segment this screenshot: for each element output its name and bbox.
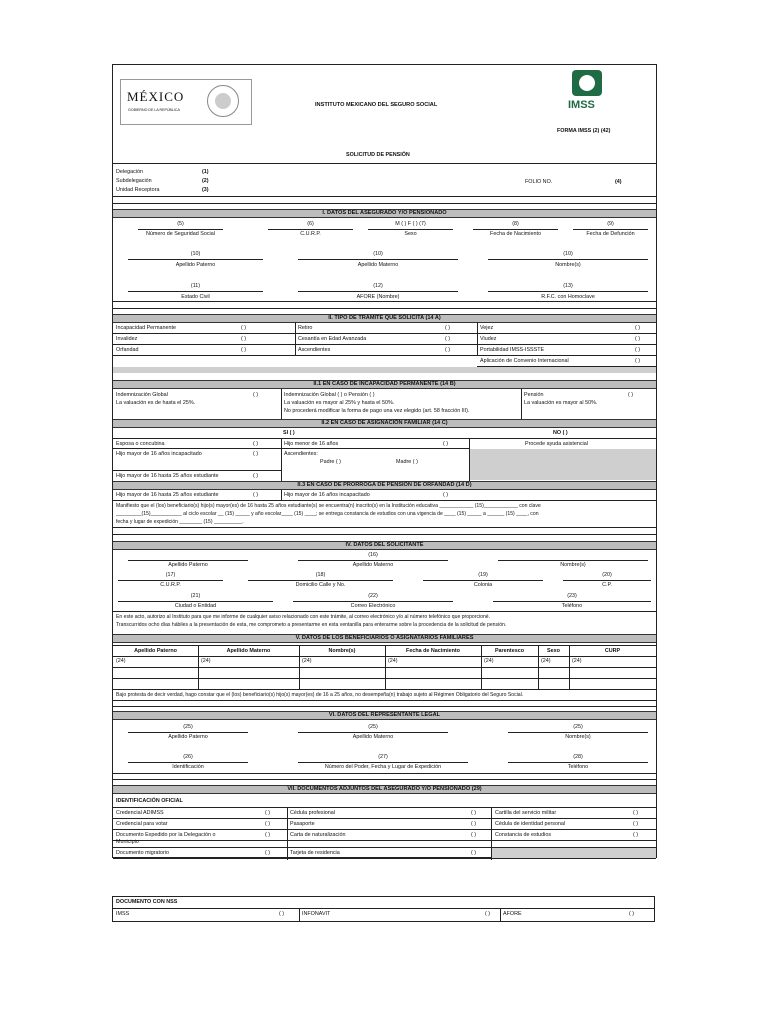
document-option: Credencial para votar — [116, 821, 168, 827]
checkbox[interactable]: ( ) — [253, 451, 259, 457]
field-num: (1) — [202, 169, 209, 175]
shaded-row — [113, 367, 656, 373]
field-line — [423, 580, 543, 581]
field-line — [368, 229, 453, 230]
tramite-option: Ascendientes — [298, 347, 331, 353]
shaded-cell — [470, 449, 656, 480]
field-line — [473, 229, 558, 230]
field-label: Teléfono — [561, 603, 583, 609]
field-number: (16) — [368, 552, 378, 558]
column-header: Nombre(s) — [328, 648, 356, 654]
checkbox[interactable]: ( ) — [265, 832, 271, 838]
option-label[interactable]: Indemnización Global ( ) o Pensión ( ) — [284, 392, 375, 398]
checkbox[interactable]: ( ) — [445, 325, 451, 331]
field-number: (24) — [302, 658, 312, 664]
tramite-option: Vejez — [480, 325, 494, 331]
section-2-title: II. TIPO DE TRÁMITE QUE SOLICITA (14 A) — [113, 314, 656, 323]
field-num: (2) — [202, 178, 209, 184]
section-4-title: IV. DATOS DEL SOLICITANTE — [113, 541, 656, 550]
si-option[interactable]: SI ( ) — [283, 430, 295, 436]
field-line — [248, 580, 393, 581]
field-line — [113, 779, 656, 780]
field-line — [508, 762, 648, 763]
nss-infonavit: INFONAVIT — [302, 911, 331, 917]
field-number: (25) — [573, 724, 583, 730]
field-label: Estado Civil — [181, 294, 210, 300]
notice-text: En este acto, autorizo al Instituto para que me informe de cualquier aviso relacionado con este trámite, al correo electrónico y/o al número telefónico que proporcioné. — [116, 614, 491, 620]
field-number: (18) — [315, 572, 326, 578]
field-number: (8) — [512, 221, 519, 227]
section-2-2-title: II.2 EN CASO DE ASIGNACIÓN FAMILIAR (14 C) — [113, 419, 656, 428]
field-number: (19) — [478, 572, 488, 578]
field-label: Apellido Paterno — [168, 734, 208, 740]
field-number: (20) — [602, 572, 612, 578]
field-line — [498, 560, 648, 561]
field-line — [298, 732, 448, 733]
option-label: Pensión — [524, 392, 544, 398]
section-7-subtitle: IDENTIFICACIÓN OFICIAL — [116, 798, 183, 804]
field-line — [113, 344, 656, 345]
field-number: (5) — [177, 221, 184, 227]
field-line — [298, 259, 458, 260]
field-line — [113, 858, 656, 859]
checkbox[interactable]: ( ) — [445, 347, 451, 353]
field-number: (23) — [567, 593, 577, 599]
checkbox[interactable]: ( ) — [633, 810, 639, 816]
column-header: Parentesco — [494, 648, 525, 654]
section-7-title: VII. DOCUMENTOS ADJUNTOS DEL ASEGURADO Y/O PENSIONADO (29) — [113, 785, 656, 794]
checkbox[interactable]: ( ) — [471, 850, 477, 856]
document-option: Municipio — [116, 839, 139, 845]
checkbox[interactable]: ( ) — [635, 336, 641, 342]
field-number: (12) — [373, 283, 383, 289]
field-number: M ( ) F ( ) (7) — [395, 221, 426, 227]
divider — [295, 322, 296, 355]
field-line — [118, 601, 273, 602]
field-line — [298, 560, 448, 561]
field-num: (4) — [615, 179, 622, 185]
nss-title: DOCUMENTO CON NSS — [116, 899, 178, 905]
section-6-title: VI. DATOS DEL REPRESENTANTE LEGAL — [113, 711, 656, 720]
field-line — [113, 678, 656, 679]
field-number: (17) — [165, 572, 176, 578]
government-subtitle: GOBIERNO DE LA REPÚBLICA — [128, 108, 180, 112]
form-id: FORMA IMSS (2) (42) — [557, 128, 611, 134]
field-line — [128, 291, 263, 292]
tramite-option: Invalidez — [116, 336, 138, 342]
country-name: MÉXICO — [127, 89, 185, 104]
field-number: (26) — [183, 754, 193, 760]
field-label: C.P. — [602, 582, 612, 588]
subdelegacion-label: Subdelegación — [116, 178, 152, 184]
document-option: Cédula de identidad personal — [495, 821, 566, 827]
seal-icon — [207, 85, 239, 117]
checkbox[interactable]: ( ) — [253, 441, 259, 447]
institute-name: INSTITUTO MEXICANO DEL SEGURO SOCIAL — [315, 102, 438, 108]
notice-text: Transcurridos ocho días hábiles a la presentación de esta, me comprometo a presentarme en esta ventanilla para enterarme sobre la procedencia de la solicitud de pensión. — [116, 622, 507, 628]
checkbox[interactable]: ( ) — [471, 821, 477, 827]
field-number: (10) — [373, 251, 383, 257]
field-number: (25) — [368, 724, 378, 730]
checkbox[interactable]: ( ) — [265, 821, 271, 827]
statement-text: fecha y lugar de expedición ________ (15) __________. — [116, 519, 244, 525]
field-line — [128, 560, 248, 561]
checkbox[interactable]: ( ) — [485, 911, 491, 917]
checkbox[interactable]: ( ) — [279, 911, 285, 917]
option-label: Esposa o concubina — [116, 441, 165, 447]
field-line — [493, 601, 651, 602]
field-number: (10) — [563, 251, 573, 257]
checkbox[interactable]: ( ) — [241, 336, 247, 342]
section-5-title: V. DATOS DE LOS BENEFICIARIOS O ASIGNATARIOS FAMILIARES — [113, 634, 656, 643]
nss-afore: AFORE — [503, 911, 522, 917]
field-line — [293, 601, 453, 602]
checkbox[interactable]: ( ) — [253, 492, 259, 498]
field-number: (24) — [484, 658, 494, 664]
option-label: Hijo mayor de 16 hasta 25 años estudiante — [116, 473, 219, 479]
field-line — [128, 259, 263, 260]
checkbox[interactable]: ( ) — [635, 347, 641, 353]
document-option: Cartilla del servicio militar — [495, 810, 557, 816]
field-label: Teléfono — [567, 764, 589, 770]
tramite-option: Viudez — [480, 336, 497, 342]
field-number: (24) — [201, 658, 211, 664]
divider — [287, 807, 288, 860]
field-line — [488, 291, 648, 292]
field-line — [113, 818, 656, 819]
checkbox[interactable]: ( ) — [629, 911, 635, 917]
delegacion-label: Delegación — [116, 169, 143, 175]
field-line — [113, 700, 656, 701]
statement-text: _________(15)___________ al ciclo escolar __ (15) _____ y año escolar____ (15) ____; se entrega constancia de estudios con una vigencia de ____ (15) _____ a ______ (15) ____, con — [116, 511, 539, 517]
field-number: (13) — [563, 283, 573, 289]
option-label: Hijo menor de 16 años — [284, 441, 339, 447]
column-header: CURP — [604, 648, 621, 654]
pension-form — [112, 64, 657, 858]
unidad-label: Unidad Receptora — [116, 187, 160, 193]
document-option: Cédula profesional — [290, 810, 335, 816]
field-label: Domicilio Calle y No. — [295, 582, 346, 588]
document-option: Carta de naturalización — [290, 832, 346, 838]
field-label: Apellido Materno — [352, 734, 394, 740]
option-label: Hijo mayor de 16 años incapacitado — [116, 451, 202, 457]
field-line — [113, 611, 656, 612]
field-line — [128, 732, 248, 733]
field-number: (24) — [572, 658, 582, 664]
field-label: Apellido Materno — [352, 562, 394, 568]
tramite-option: Cesantía en Edad Avanzada — [298, 336, 367, 342]
nss-imss: IMSS — [116, 911, 130, 917]
field-label: Colonia — [473, 582, 493, 588]
checkbox[interactable]: ( ) — [445, 336, 451, 342]
checkbox[interactable]: ( ) — [443, 441, 449, 447]
field-number: (24) — [541, 658, 551, 664]
field-line — [113, 773, 656, 774]
tramite-option: Aplicación de Convenio Internacional — [480, 358, 569, 364]
section-1-title: I. DATOS DEL ASEGURADO Y/O PENSIONADO — [113, 209, 656, 218]
column-header: Apellido Paterno — [134, 648, 177, 654]
field-line — [138, 229, 223, 230]
statement-text: Manifiesto que el (los) beneficiario(s) hijo(s) mayor(es) de 16 hasta 25 años estudiante(s) se encuentra(n) inscrito(s) en la Institución educativa ____________ (15)____________ con clave — [116, 503, 541, 509]
field-line — [113, 667, 656, 668]
checkbox[interactable]: ( ) — [443, 492, 449, 498]
document-option: Documento Expedido por la Delegación o — [116, 832, 216, 838]
document-option: Constancia de estudios — [495, 832, 552, 838]
field-number: (6) — [307, 221, 314, 227]
field-number: (28) — [573, 754, 583, 760]
note-text: La valuación es de hasta el 25%. — [116, 400, 196, 406]
field-line — [113, 829, 656, 830]
checkbox[interactable]: ( ) — [241, 325, 247, 331]
field-label: Nombre(s) — [555, 262, 581, 268]
checkbox[interactable]: ( ) — [633, 821, 639, 827]
folio-label: FOLIO NO. — [525, 179, 553, 185]
field-label: Ciudad o Entidad — [174, 603, 217, 609]
field-number: (21) — [190, 593, 201, 599]
field-label: R.F.C. con Homoclave — [541, 294, 595, 300]
field-label: Número del Poder, Fecha y Lugar de Expedición — [324, 764, 442, 770]
document-option: Pasaporte — [290, 821, 315, 827]
field-label: Nombre(s) — [560, 562, 586, 568]
document-option: Credencial ADIMSS — [116, 810, 164, 816]
field-line — [128, 762, 248, 763]
field-label: Apellido Paterno — [175, 262, 216, 268]
field-line — [298, 762, 468, 763]
imss-logo — [566, 68, 608, 116]
field-number: (11) — [190, 283, 201, 289]
field-line — [113, 308, 656, 309]
tramite-option: Portabilidad IMSS-ISSSTE — [480, 347, 545, 353]
note-text: No procederá modificar la forma de pago una vez elegido (art. 58 fracción III). — [284, 408, 470, 414]
field-label: AFORE (Nombre) — [356, 294, 400, 300]
field-number: (24) — [116, 658, 126, 664]
field-label: Fecha de Defunción — [586, 231, 635, 237]
field-label: Identificación — [172, 764, 204, 770]
form-title: SOLICITUD DE PENSIÓN — [346, 152, 410, 158]
option-label: Indemnización Global — [116, 392, 168, 398]
field-number: (24) — [388, 658, 398, 664]
field-line — [113, 840, 656, 841]
field-label: C.U.R.P. — [160, 582, 181, 588]
field-line — [113, 333, 656, 334]
field-line — [113, 301, 656, 302]
shaded-cell — [492, 848, 656, 858]
tramite-option: Orfandad — [116, 347, 139, 353]
document-option: Documento migratorio — [116, 850, 170, 856]
field-number: (27) — [378, 754, 388, 760]
checkbox[interactable]: ( ) — [635, 325, 641, 331]
declaration-text: Bajo protesta de decir verdad, hago constar que el (los) beneficiario(s) hijo(s) mayor(es) de 16 a 25 años, no desempeña(n) trabajo sujeto al Régimen Obligatorio del Seguro Social. — [116, 692, 524, 698]
field-number: (10) — [190, 251, 201, 257]
note-text: La valuación es mayor al 50%. — [524, 400, 598, 406]
section-2-1-title: II.1 EN CASO DE INCAPACIDAD PERMANENTE (14 B) — [113, 380, 656, 389]
checkbox[interactable]: ( ) — [635, 358, 641, 364]
note-text: La valuación es mayor al 25% y hasta el 50%. — [284, 400, 395, 406]
field-line — [113, 355, 656, 356]
field-label: C.U.R.P. — [300, 231, 321, 237]
field-label: Correo Electrónico — [350, 603, 396, 609]
option-label: Hijo mayor de 16 años incapacitado — [284, 492, 370, 498]
checkbox[interactable]: ( ) — [628, 392, 634, 398]
field-line — [113, 807, 656, 808]
field-line — [298, 291, 458, 292]
field-label: Apellido Paterno — [168, 562, 208, 568]
tramite-option: Retiro — [298, 325, 313, 331]
column-header: Apellido Materno — [226, 648, 271, 654]
field-line — [508, 732, 648, 733]
field-label: Fecha de Nacimiento — [490, 231, 541, 237]
tramite-option: Incapacidad Permanente — [116, 325, 176, 331]
option-label: Ascendientes: — [284, 451, 318, 457]
checkbox[interactable]: ( ) — [265, 810, 271, 816]
checkbox[interactable]: ( ) — [253, 392, 259, 398]
mexico-logo — [120, 79, 252, 125]
field-line — [488, 259, 648, 260]
field-line — [113, 689, 656, 690]
checkbox[interactable]: ( ) — [471, 810, 477, 816]
column-header: Fecha de Nacimiento — [406, 648, 460, 654]
option-label: Procede ayuda asistencial — [525, 441, 588, 447]
field-label: Apellido Materno — [357, 262, 399, 268]
field-number: (25) — [183, 724, 193, 730]
checkbox[interactable]: ( ) — [471, 832, 477, 838]
checkbox[interactable]: ( ) — [265, 850, 271, 856]
field-label: Número de Seguridad Social — [146, 231, 215, 237]
imss-logo-text: IMSS — [568, 99, 595, 111]
no-option[interactable]: NO ( ) — [553, 430, 568, 436]
divider — [477, 322, 478, 355]
field-line — [113, 706, 656, 707]
padre-option[interactable]: Padre ( ) — [320, 459, 341, 465]
field-num: (3) — [202, 187, 209, 193]
option-label: Hijo mayor de 16 hasta 25 años estudiante — [116, 492, 219, 498]
checkbox[interactable]: ( ) — [253, 473, 259, 479]
field-number: (22) — [368, 593, 378, 599]
field-line — [118, 580, 223, 581]
document-option: Tarjeta de residencia — [290, 850, 340, 856]
checkbox[interactable]: ( ) — [241, 347, 247, 353]
field-label: Sexo — [404, 231, 417, 237]
field-label: Nombre(s) — [565, 734, 591, 740]
checkbox[interactable]: ( ) — [633, 832, 639, 838]
column-header: Sexo — [547, 648, 560, 654]
madre-option[interactable]: Madre ( ) — [396, 459, 418, 465]
section-2-3-title: II.3 EN CASO DE PRORROGA DE PENSIÓN DE ORFANDAD (14 D) — [113, 481, 656, 490]
field-line — [563, 580, 651, 581]
field-line — [573, 229, 648, 230]
field-number: (9) — [607, 221, 614, 227]
nss-document-box — [112, 896, 655, 922]
field-line — [268, 229, 353, 230]
